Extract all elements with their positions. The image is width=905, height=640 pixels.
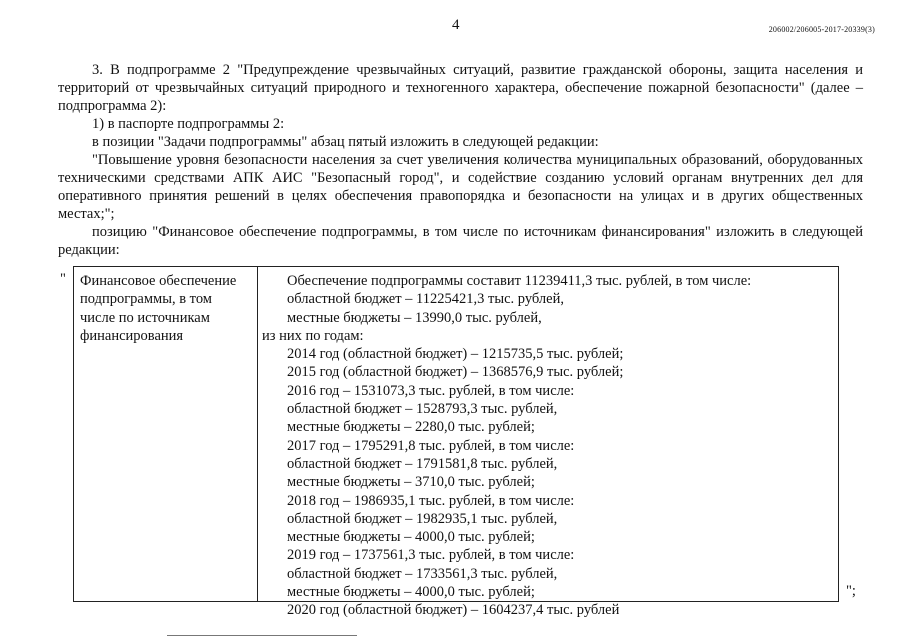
funding-label-line: финансирования	[80, 327, 184, 344]
paragraph-funding-position: позицию "Финансовое обеспечение подпрограммы, в том числе по источникам финансирования" изложить в следующей редакции:	[58, 224, 863, 258]
funding-content-cell	[262, 272, 832, 620]
paragraph-section-3: 3. В подпрограмме 2 "Предупреждение чрезвычайных ситуаций, развитие гражданской обороны, защита населения и территорий от чрезвычайных ситуаций природного и техногенного характера, обеспечение пожарной безопасности" (далее – подпрограмма 2):	[58, 62, 863, 114]
funding-line: местные бюджеты – 13990,0 тыс. рублей,	[287, 309, 542, 326]
funding-years-heading: из них по годам:	[262, 327, 364, 344]
funding-year-2020: 2020 год (областной бюджет) – 1604237,4 тыс. рублей	[287, 602, 620, 619]
funding-year-2019: 2019 год – 1737561,3 тыс. рублей, в том числе:	[287, 547, 575, 564]
funding-line: областной бюджет – 1528793,3 тыс. рублей,	[287, 401, 558, 418]
funding-label-line: числе по источникам	[80, 309, 210, 326]
funding-line: местные бюджеты – 4000,0 тыс. рублей;	[287, 584, 535, 601]
paragraph-passport: 1) в паспорте подпрограммы 2:	[92, 116, 285, 132]
page-number: 4	[452, 17, 460, 33]
table-column-divider	[257, 267, 258, 601]
funding-line: местные бюджеты – 3710,0 тыс. рублей;	[287, 474, 535, 491]
table-open-quote: "	[60, 271, 66, 287]
funding-line: местные бюджеты – 2280,0 тыс. рублей;	[287, 419, 535, 436]
footer-rule	[167, 635, 357, 636]
table-close-quote: ";	[846, 583, 856, 599]
funding-line: областной бюджет – 1791581,8 тыс. рублей,	[287, 455, 558, 472]
funding-line: областной бюджет – 1733561,3 тыс. рублей,	[287, 565, 558, 582]
paragraph-quoted-task: "Повышение уровня безопасности населения за счет увеличения количества муниципальных образований, оборудованных техническими средствами АПК АИС "Безопасный город", и содействие созданию условий органам внутренних дел для оперативного принятия решений в целях обеспечения правопорядка и безопасности на улицах и в других общественных местах;";	[58, 152, 863, 222]
funding-label-line: подпрограммы, в том	[80, 291, 212, 308]
document-code: 206002/206005-2017-20339(3)	[768, 25, 875, 34]
funding-label-line: Финансовое обеспечение	[80, 273, 237, 289]
funding-year-2017: 2017 год – 1795291,8 тыс. рублей, в том числе:	[287, 437, 575, 454]
funding-line: областной бюджет – 1982935,1 тыс. рублей,	[287, 510, 558, 527]
funding-table	[73, 266, 839, 619]
funding-line: местные бюджеты – 4000,0 тыс. рублей;	[287, 529, 535, 546]
paragraph-tasks-position: в позиции "Задачи подпрограммы" абзац пятый изложить в следующей редакции:	[92, 134, 599, 150]
funding-label-cell	[80, 272, 250, 345]
funding-year-2016: 2016 год – 1531073,3 тыс. рублей, в том числе:	[287, 382, 575, 399]
funding-year-2018: 2018 год – 1986935,1 тыс. рублей, в том числе:	[287, 492, 575, 509]
funding-year-2014: 2014 год (областной бюджет) – 1215735,5 тыс. рублей;	[287, 346, 624, 363]
document-body	[58, 61, 863, 259]
funding-total-line: Обеспечение подпрограммы составит 11239411,3 тыс. рублей, в том числе:	[287, 273, 752, 289]
funding-line: областной бюджет – 11225421,3 тыс. рублей,	[287, 291, 564, 308]
funding-year-2015: 2015 год (областной бюджет) – 1368576,9 тыс. рублей;	[287, 364, 624, 381]
